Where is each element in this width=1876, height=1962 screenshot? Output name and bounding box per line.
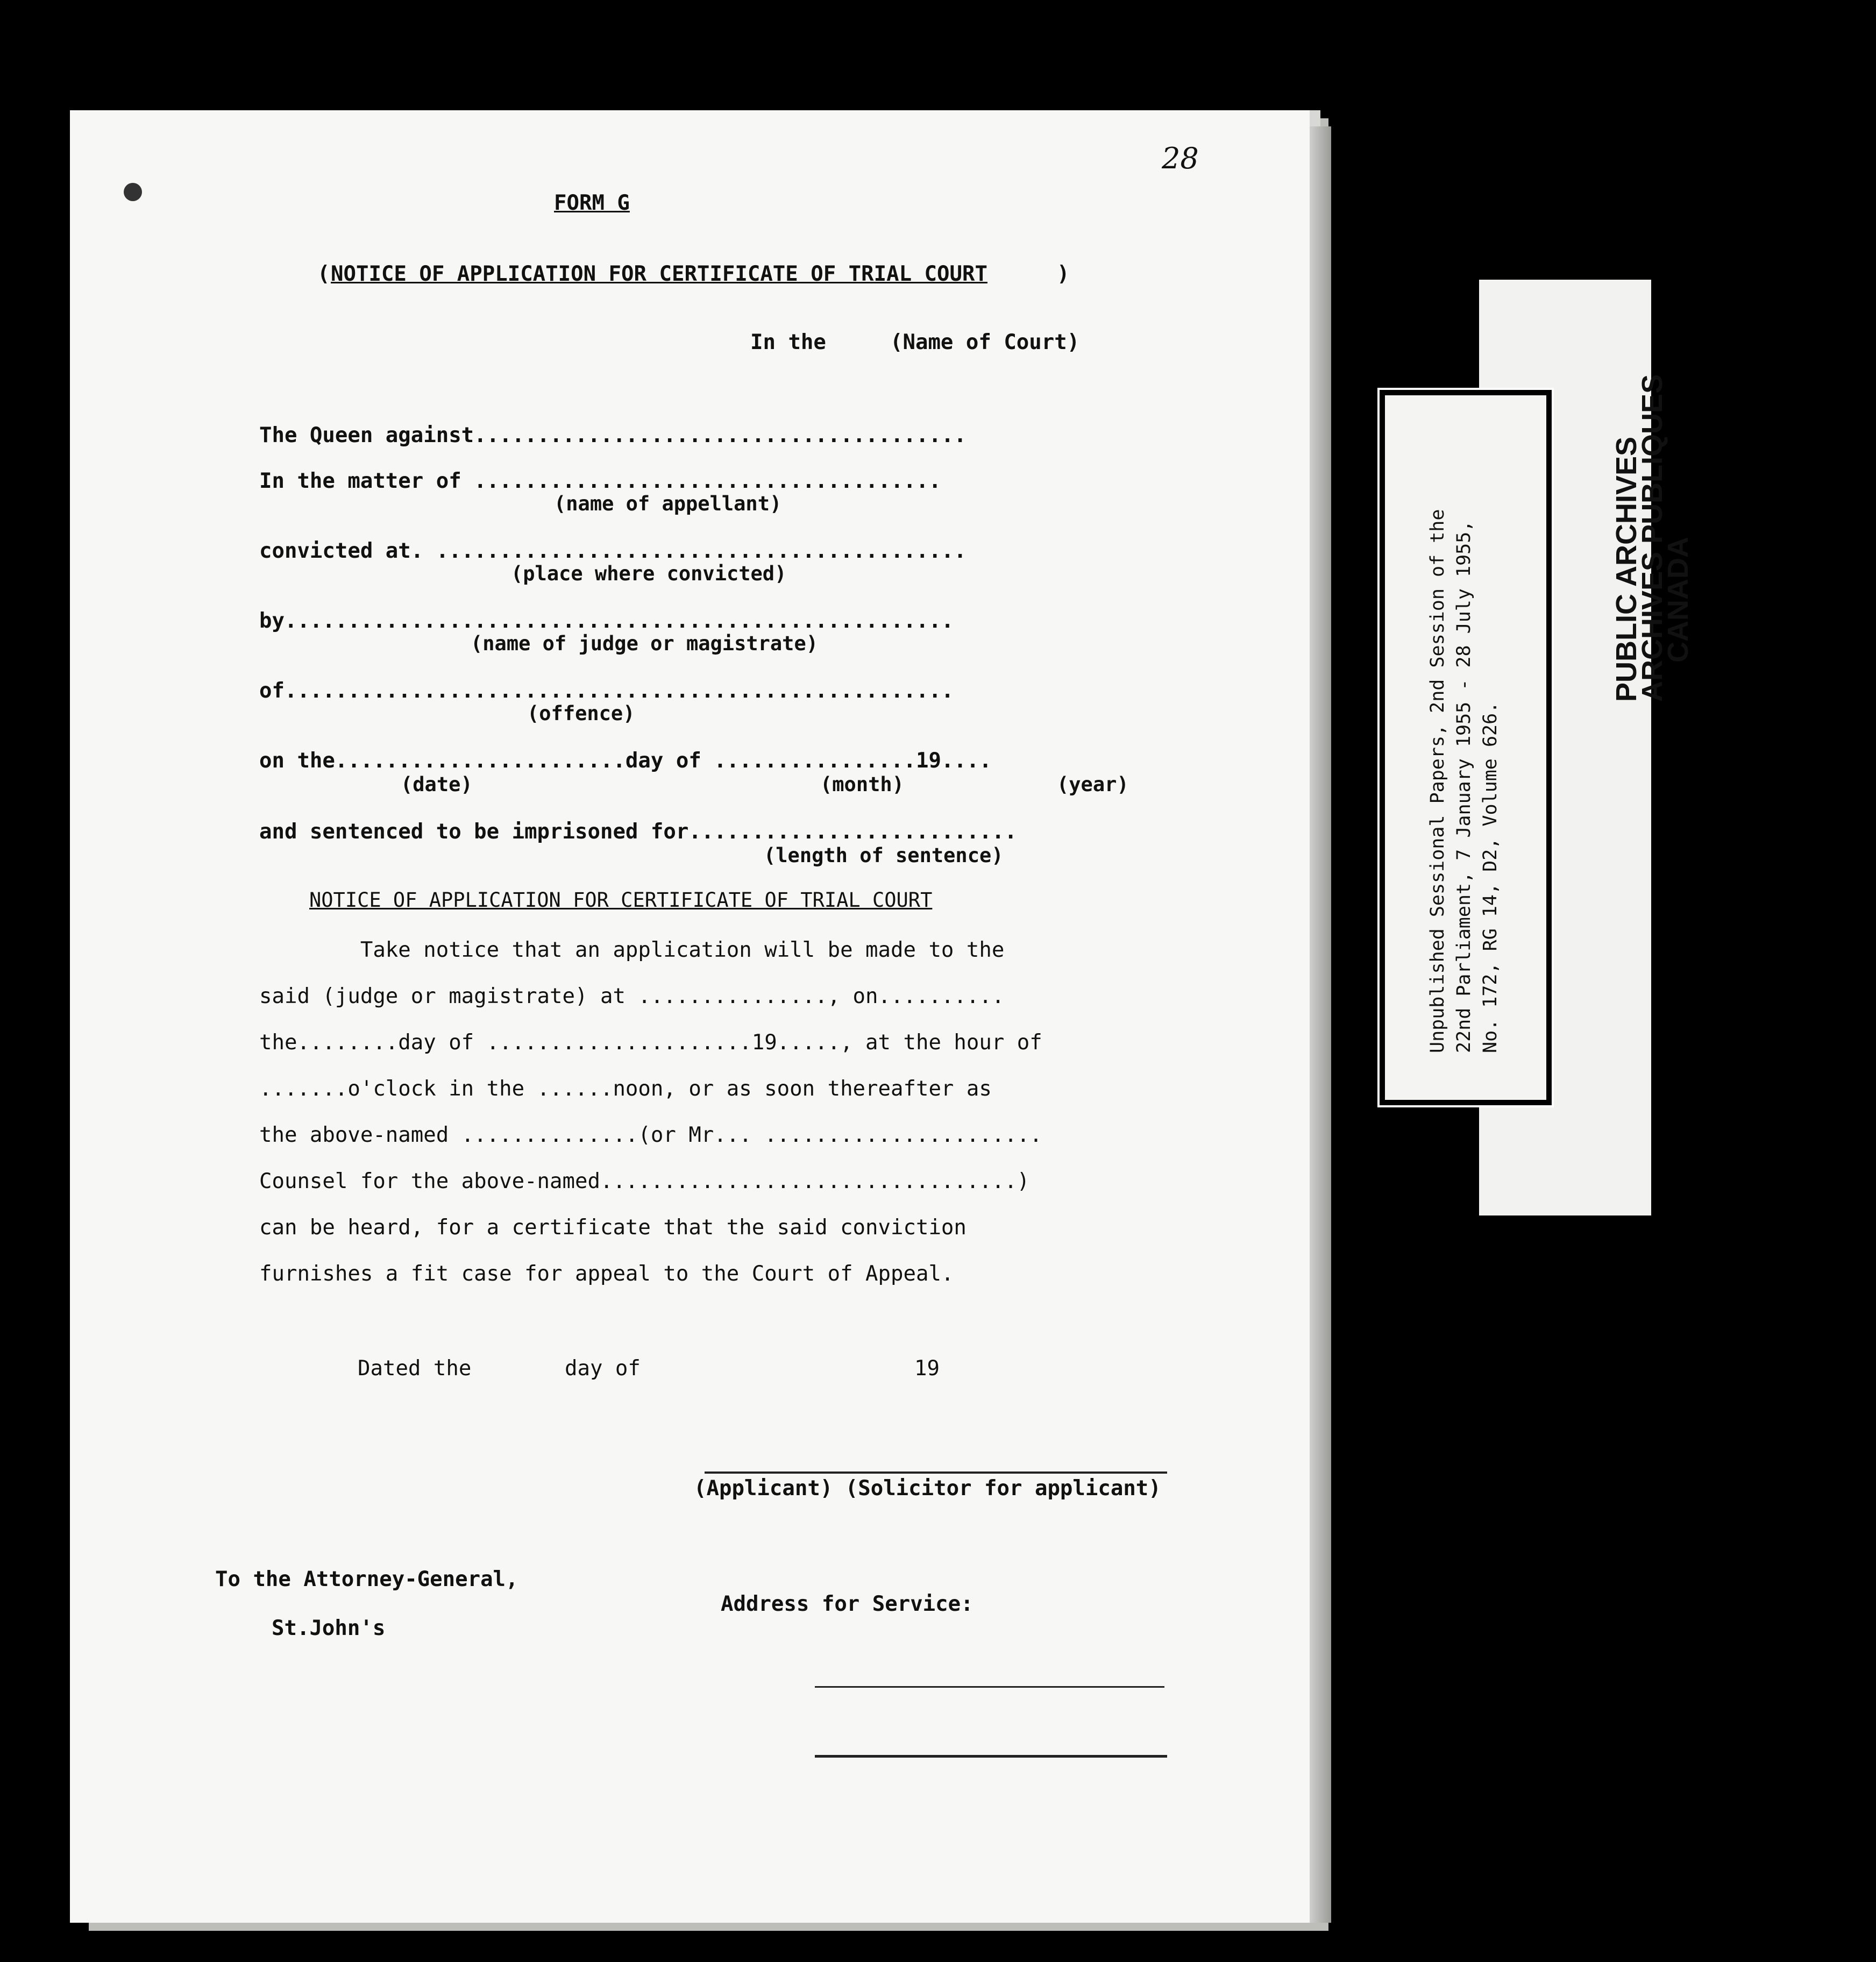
court-in-label: In the	[750, 330, 826, 354]
notice-heading: NOTICE OF APPLICATION FOR CERTIFICATE OF TRIAL COURT	[309, 888, 933, 912]
to-attorney-general: To the Attorney-General,	[215, 1567, 518, 1591]
body-line: can be heard, for a certificate that the said conviction	[259, 1215, 967, 1240]
convicted-at-field: convicted at. ..........................................	[259, 539, 967, 563]
dated-the-label: Dated the	[358, 1356, 472, 1381]
to-city: St.John's	[272, 1616, 386, 1640]
by-hint: (name of judge or magistrate)	[471, 632, 819, 655]
address-for-service-label: Address for Service:	[721, 1592, 973, 1616]
form-label: FORM G	[554, 191, 630, 215]
body-line: said (judge or magistrate) at ..............., on..........	[259, 984, 1005, 1008]
month-hint: (month)	[820, 773, 904, 796]
label-line: Unpublished Sessional Papers, 2nd Session of the	[1427, 509, 1448, 1053]
title-open-paren: (	[317, 262, 330, 286]
address-line	[815, 1755, 1167, 1758]
by-field: by.....................................................	[259, 609, 954, 633]
year-19-label: 19	[914, 1356, 940, 1381]
body-line: the........day of .....................19....., at the hour of	[259, 1030, 1042, 1055]
body-line: .......o'clock in the ......noon, or as soon thereafter as	[259, 1077, 992, 1101]
title-text: NOTICE OF APPLICATION FOR CERTIFICATE OF TRIAL COURT	[331, 262, 987, 286]
of-field: of.....................................................	[259, 679, 954, 703]
convicted-at-hint: (place where convicted)	[511, 562, 787, 585]
archive-stamp	[1610, 374, 1694, 702]
matter-of-field: In the matter of .....................................	[259, 469, 941, 493]
on-the-field: on the.......................day of ................19....	[259, 749, 992, 773]
title-close-paren: )	[1057, 262, 1070, 286]
court-name: (Name of Court)	[890, 330, 1080, 354]
body-line: the above-named ..............(or Mr... ......................	[259, 1123, 1042, 1147]
year-hint: (year)	[1057, 773, 1129, 796]
day-of-label: day of	[565, 1356, 641, 1381]
sentenced-hint: (length of sentence)	[764, 844, 1004, 867]
label-line: No. 172, RG 14, D2, Volume 626.	[1480, 701, 1501, 1053]
punch-hole	[124, 183, 142, 201]
archive-label-text	[1425, 354, 1505, 1053]
page-number: 28	[1162, 141, 1199, 175]
label-line: 22nd Parliament, 7 January 1955 - 28 July 1955,	[1453, 520, 1475, 1053]
body-line: Take notice that an application will be made to the	[259, 938, 1005, 962]
form-page	[70, 110, 1310, 1923]
matter-of-hint: (name of appellant)	[554, 492, 782, 515]
stamp-line: CANADA	[1662, 537, 1694, 663]
queen-against-field: The Queen against.......................................	[259, 423, 967, 447]
body-line: Counsel for the above-named.................................)	[259, 1169, 1030, 1193]
of-hint: (offence)	[527, 702, 635, 725]
signature-caption: (Applicant) (Solicitor for applicant)	[694, 1476, 1161, 1501]
stamp-line: ARCHIVES PUBLIQUES	[1636, 374, 1668, 702]
sentenced-field: and sentenced to be imprisoned for..........................	[259, 820, 1017, 844]
stamp-line: PUBLIC ARCHIVES	[1610, 436, 1643, 702]
signature-line	[705, 1472, 1167, 1474]
address-line	[815, 1686, 1164, 1688]
body-line: furnishes a fit case for appeal to the Court of Appeal.	[259, 1262, 954, 1286]
date-hint: (date)	[401, 773, 473, 796]
